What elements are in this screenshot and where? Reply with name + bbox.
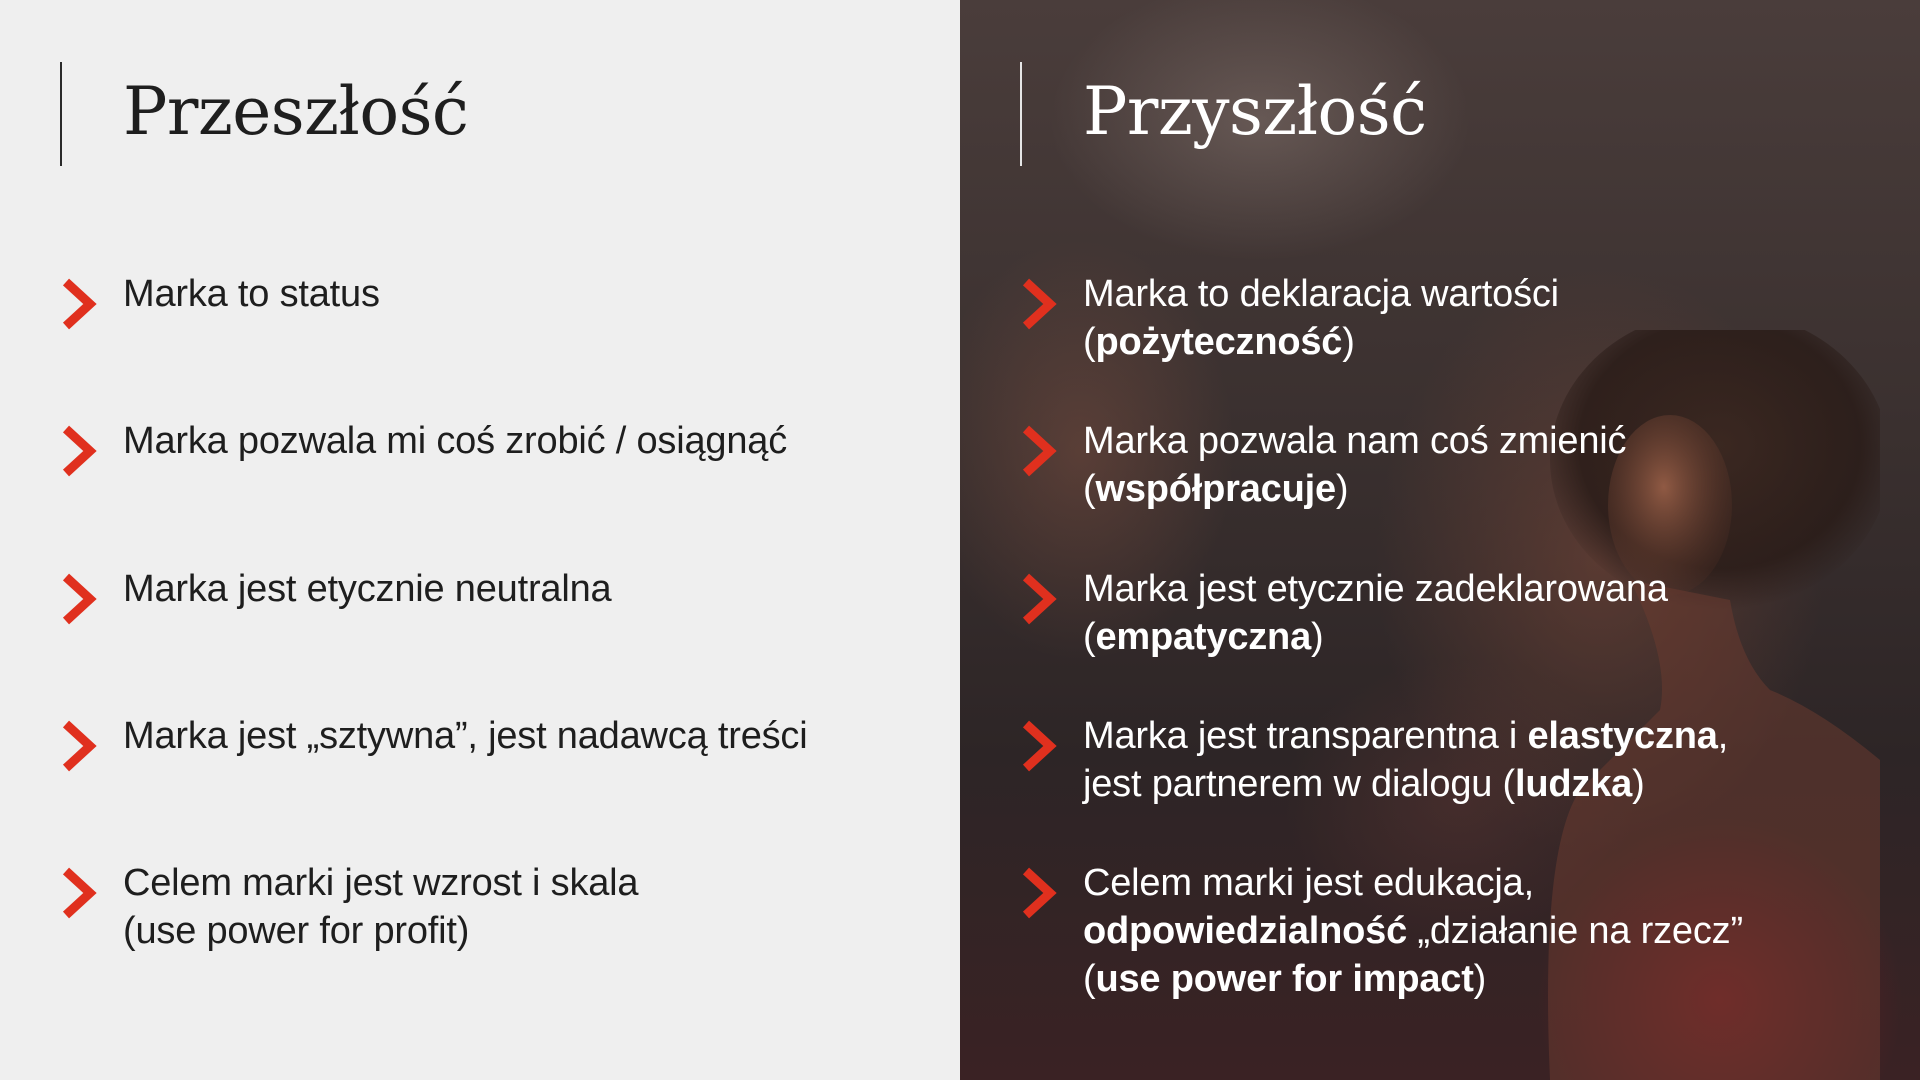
list-item bbox=[1020, 417, 1860, 513]
chevron-right-icon bbox=[1020, 278, 1058, 330]
list-item bbox=[60, 712, 900, 772]
chevron-right-icon bbox=[60, 278, 98, 330]
title-accent-bar bbox=[60, 62, 62, 166]
list-item-text: Marka jest „sztywna”, jest nadawcą treści bbox=[123, 715, 808, 757]
future-title: Przyszłość bbox=[1083, 73, 1427, 150]
list-item-text: Celem marki jest edukacja, odpowiedzialność „działanie na rzecz” (use power for impact) bbox=[1083, 862, 1743, 1000]
list-item-text: Marka pozwala nam coś zmienić (współpracuje) bbox=[1083, 420, 1627, 510]
list-item bbox=[1020, 565, 1860, 661]
chevron-right-icon bbox=[1020, 425, 1058, 477]
list-item-text: Marka to deklaracja wartości (pożyteczność) bbox=[1083, 273, 1559, 363]
list-item-text: Marka jest etycznie neutralna bbox=[123, 568, 612, 610]
list-item bbox=[1020, 270, 1860, 366]
list-item-text: Marka to status bbox=[123, 273, 380, 315]
title-accent-bar bbox=[1020, 62, 1022, 166]
list-item bbox=[60, 270, 900, 330]
future-panel bbox=[960, 0, 1920, 1080]
chevron-right-icon bbox=[60, 573, 98, 625]
list-item-text: Marka pozwala mi coś zrobić / osiągnąć bbox=[123, 420, 788, 462]
list-item bbox=[1020, 859, 1860, 1003]
past-title: Przeszłość bbox=[123, 73, 469, 150]
list-item bbox=[60, 565, 900, 625]
chevron-right-icon bbox=[1020, 720, 1058, 772]
list-item-text: Marka jest etycznie zadeklarowana (empatyczna) bbox=[1083, 568, 1668, 658]
chevron-right-icon bbox=[60, 425, 98, 477]
list-item bbox=[60, 859, 900, 955]
chevron-right-icon bbox=[1020, 573, 1058, 625]
list-item bbox=[1020, 712, 1860, 808]
list-item-text: Celem marki jest wzrost i skala (use power for profit) bbox=[123, 862, 639, 952]
chevron-right-icon bbox=[1020, 867, 1058, 919]
chevron-right-icon bbox=[60, 720, 98, 772]
chevron-right-icon bbox=[60, 867, 98, 919]
list-item bbox=[60, 417, 900, 477]
list-item-text: Marka jest transparentna i elastyczna, jest partnerem w dialogu (ludzka) bbox=[1083, 715, 1729, 805]
